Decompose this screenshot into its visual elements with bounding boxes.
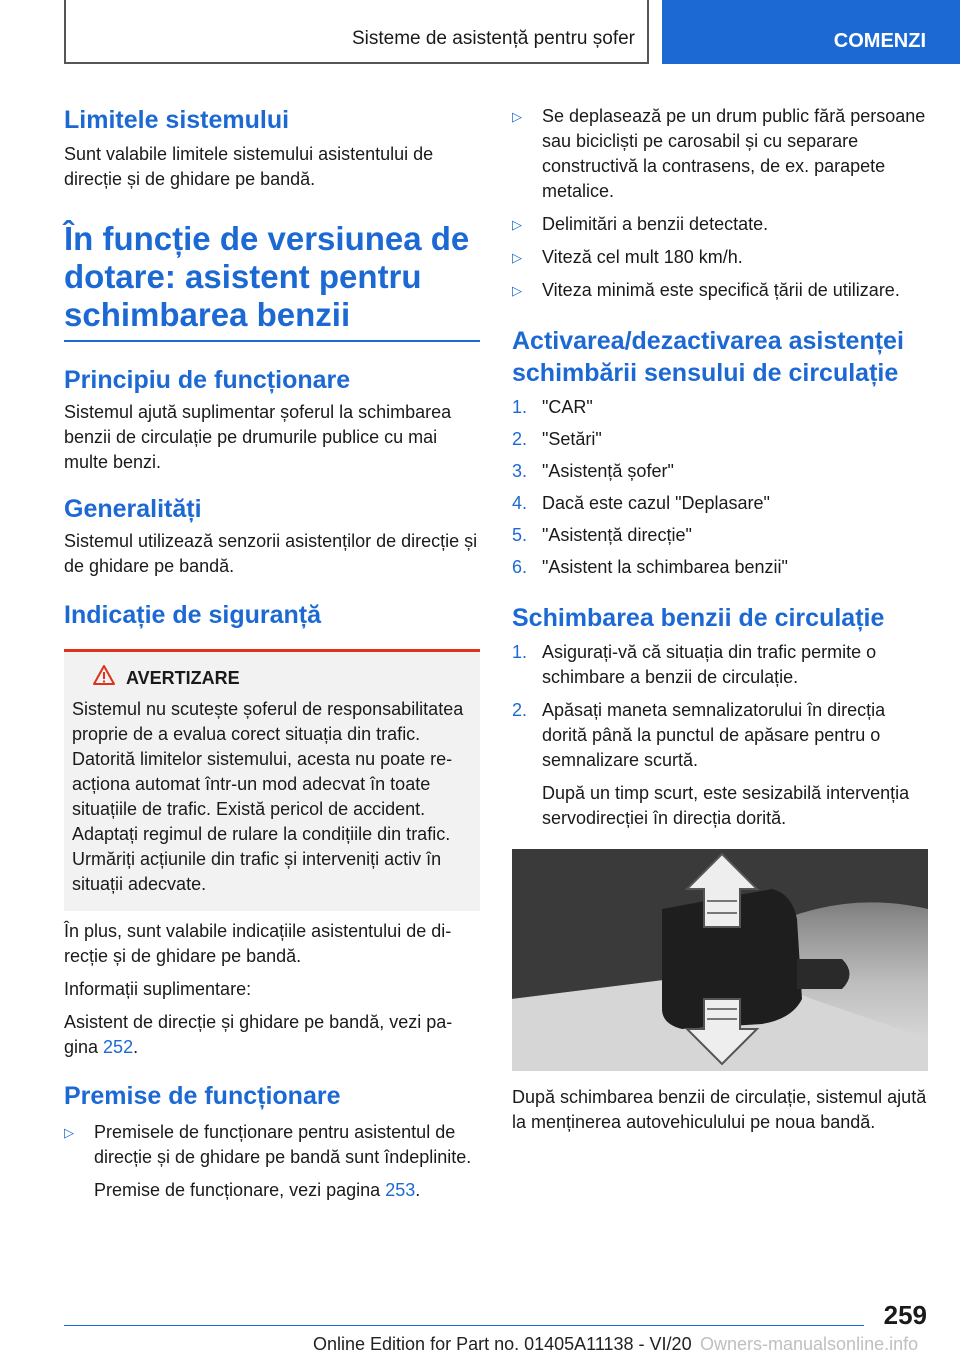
page-link-252[interactable]: 252 bbox=[103, 1037, 134, 1057]
step-item: 2. "Setări" bbox=[512, 429, 602, 449]
triangle-bullet-icon: ▷ bbox=[512, 283, 522, 298]
step-item: 5. "Asistență direcție" bbox=[512, 525, 692, 545]
left-column bbox=[64, 100, 480, 1203]
warning-text: Sistemul nu scutește șoferul de responsabilitatea proprie de a evalua corect situația din trafic. Datorită limitelor sistemului, acesta nu poate reacționa automat într-un mod adecvat în toate situațiile de trafic. Există pericol de accident. Adaptați regimul de rulare la condițiile din trafic. Urmăriți acțiunile din trafic și interveniți activ în situații adecvate. bbox=[72, 699, 464, 894]
premise-heading: Premise de funcționare bbox=[64, 1082, 341, 1110]
general-text: Sistemul utilizează senzorii asistenților de direcție și de ghidare pe bandă. bbox=[64, 531, 478, 576]
chapter-title: Sisteme de asistență pentru șofer bbox=[351, 28, 635, 49]
premise-reference: Premise de funcționare, vezi pagina 253. bbox=[94, 1180, 421, 1200]
main-heading: În funcție de versiunea de dotare: asistent pentru schimbarea benzii bbox=[64, 220, 480, 342]
triangle-bullet-icon: ▷ bbox=[512, 217, 522, 232]
header-chapter-box bbox=[64, 0, 649, 64]
step-item: 6. "Asistent la schimbarea benzii" bbox=[512, 557, 788, 577]
triangle-bullet-icon: ▷ bbox=[64, 1125, 74, 1140]
limits-text: Sunt valabile limitele sistemului asistentului de direcție și de ghidare pe bandă. bbox=[64, 144, 434, 189]
extra-text: În plus, sunt valabile indicațiile asistentului de direcție și de ghidare pe bandă. bbox=[64, 921, 452, 966]
triangle-bullet-icon: ▷ bbox=[512, 250, 522, 265]
step-item: 1. "CAR" bbox=[512, 397, 593, 417]
warning-header bbox=[72, 664, 472, 693]
edition-text: Online Edition for Part no. 01405A11138 - VI/20 bbox=[313, 1334, 692, 1354]
step-item: 2. Apăsați maneta semnalizatorului în direcția dorită până la punctul de apăsare pentru o semnalizare scurtă. bbox=[512, 700, 886, 770]
change-note: După un timp scurt, este sesizabilă intervenția servodirecției în direcția dorită. bbox=[542, 783, 910, 828]
step-item: 4. Dacă este cazul "Deplasare" bbox=[512, 493, 770, 513]
step-item: 3. "Asistență șofer" bbox=[512, 461, 674, 481]
activation-steps bbox=[512, 395, 928, 580]
condition-bullet: ▷ Viteză cel mult 180 km/h. bbox=[512, 245, 928, 270]
after-change-text: După schimbarea benzii de circulație, sistemul ajută la menținerea autovehiculului pe noua bandă. bbox=[512, 1087, 927, 1132]
premise-bullet: ▷ Premisele de funcționare pentru asistentul de direcție și de ghidare pe bandă sunt îndeplinite. bbox=[64, 1120, 480, 1170]
limits-heading: Limitele sistemului bbox=[64, 106, 290, 134]
turn-signal-lever-image bbox=[512, 849, 928, 1071]
warning-triangle-icon bbox=[92, 664, 116, 693]
change-heading: Schimbarea benzii de circulație bbox=[512, 604, 885, 632]
warning-box bbox=[64, 652, 480, 911]
page-link-253[interactable]: 253 bbox=[385, 1180, 416, 1200]
right-column bbox=[512, 100, 928, 1135]
principle-text: Sistemul ajută suplimentar șoferul la schimbarea benzii de circulație pe drumurile publice cu mai multe benzi. bbox=[64, 402, 452, 472]
watermark-text: Owners-manualsonline.info bbox=[700, 1334, 919, 1354]
principle-heading: Principiu de funcționare bbox=[64, 366, 351, 394]
activation-heading: Activarea/dezactivarea asistenței schimbării sensului de circulație bbox=[512, 327, 904, 387]
footer-divider bbox=[64, 1325, 864, 1326]
triangle-bullet-icon: ▷ bbox=[512, 109, 522, 124]
step-item: 1. Asigurați-vă că situația din trafic permite o schimbare a benzii de circulație. bbox=[512, 642, 877, 687]
safety-heading: Indicație de siguranță bbox=[64, 601, 322, 629]
condition-bullet: ▷ Delimitări a benzii detectate. bbox=[512, 212, 928, 237]
reference-lane-assist: Asistent de direcție și ghidare pe bandă, vezi pagina 252. bbox=[64, 1012, 453, 1057]
page-number: 259 bbox=[883, 1300, 927, 1330]
general-heading: Generalități bbox=[64, 495, 202, 523]
condition-bullet: ▷ Viteza minimă este specifică țării de utilizare. bbox=[512, 278, 928, 303]
section-tab-label: COMENZI bbox=[833, 30, 926, 52]
more-info-label: Informații suplimentare: bbox=[64, 979, 252, 999]
warning-label: AVERTIZARE bbox=[126, 668, 240, 688]
section-tab-comenzi[interactable] bbox=[662, 0, 960, 64]
condition-bullet: ▷ Se deplasează pe un drum public fără persoane sau bicicliști pe carosabil și cu separare constructivă la contrasens, de ex. parapete metalice. bbox=[512, 104, 928, 204]
